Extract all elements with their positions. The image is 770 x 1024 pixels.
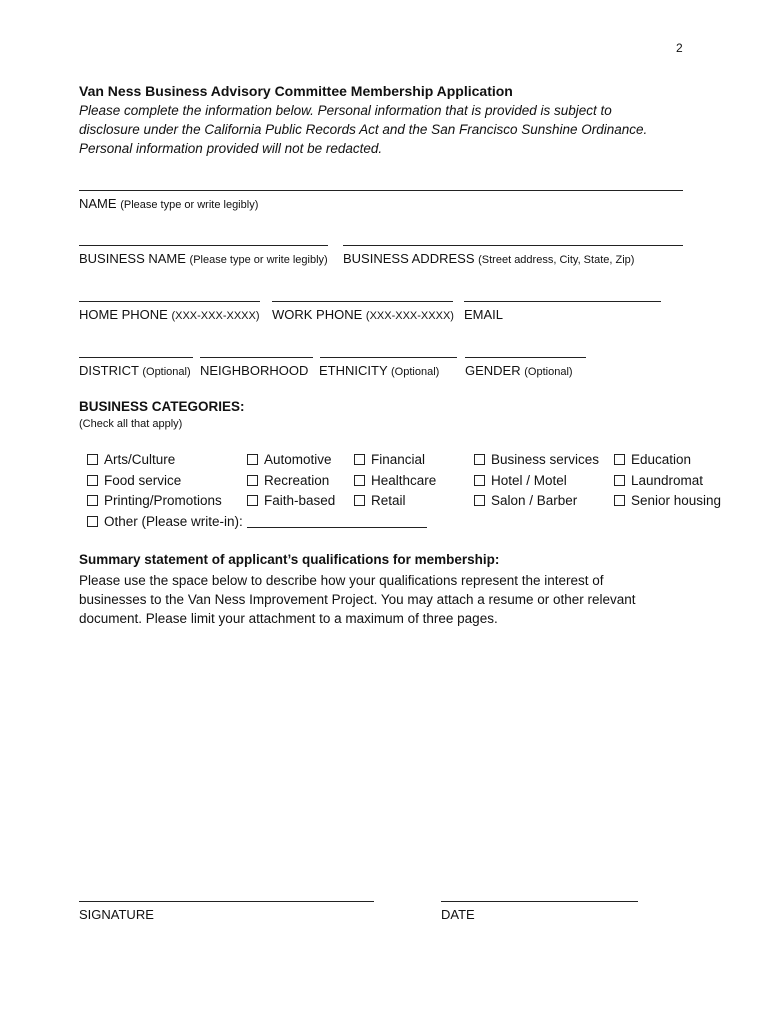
intro-line: Please complete the information below. Personal information that is provided is subject to [79,103,612,118]
checkbox-box[interactable] [87,475,98,486]
checkbox-salon-barber[interactable]: Salon / Barber [474,493,577,508]
business-address-field[interactable] [343,245,683,246]
checkbox-box[interactable] [87,516,98,527]
page-number: 2 [676,41,683,55]
summary-line: document. Please limit your attachment to a maximum of three pages. [79,611,498,626]
categories-title: BUSINESS CATEGORIES: [79,399,245,414]
email-field[interactable] [464,301,661,302]
name-label: NAME (Please type or write legibly) [79,196,259,211]
checkbox-box[interactable] [614,495,625,506]
checkbox-box[interactable] [354,475,365,486]
home-phone-field[interactable] [79,301,260,302]
checkbox-healthcare[interactable]: Healthcare [354,473,436,488]
intro-text [79,101,689,158]
neighborhood-field[interactable] [200,357,313,358]
checkbox-box[interactable] [247,454,258,465]
checkbox-box[interactable] [474,495,485,506]
district-label: DISTRICT (Optional) [79,363,191,378]
checkbox-printing-promotions[interactable]: Printing/Promotions [87,493,222,508]
other-write-in-field[interactable] [247,515,427,528]
email-label: EMAIL [464,307,504,322]
checkbox-box[interactable] [354,495,365,506]
checkbox-box[interactable] [614,475,625,486]
form-title: Van Ness Business Advisory Committee Membership Application [79,83,513,99]
name-field[interactable] [79,190,683,191]
checkbox-hotel-motel[interactable]: Hotel / Motel [474,473,567,488]
date-label: DATE [441,907,475,922]
checkbox-box[interactable] [474,475,485,486]
neighborhood-label: NEIGHBORHOOD [200,363,309,378]
checkbox-automotive[interactable]: Automotive [247,452,332,467]
ethnicity-label: ETHNICITY (Optional) [319,363,440,378]
gender-field[interactable] [465,357,586,358]
checkbox-box[interactable] [247,475,258,486]
intro-line: disclosure under the California Public Records Act and the San Francisco Sunshine Ordinance. [79,122,648,137]
checkbox-recreation[interactable]: Recreation [247,473,329,488]
signature-field[interactable] [79,901,374,902]
checkbox-box[interactable] [87,454,98,465]
checkbox-senior-housing[interactable]: Senior housing [614,493,721,508]
business-name-field[interactable] [79,245,328,246]
checkbox-faith-based[interactable]: Faith-based [247,493,335,508]
checkbox-box[interactable] [474,454,485,465]
ethnicity-field[interactable] [320,357,457,358]
checkbox-box[interactable] [614,454,625,465]
business-name-label: BUSINESS NAME (Please type or write legibly) [79,251,328,266]
summary-text-area[interactable] [79,640,689,880]
gender-label: GENDER (Optional) [465,363,573,378]
district-field[interactable] [79,357,193,358]
checkbox-business-services[interactable]: Business services [474,452,599,467]
summary-title: Summary statement of applicant’s qualifications for membership: [79,552,500,567]
summary-line: Please use the space below to describe how your qualifications represent the interest of [79,573,604,588]
checkbox-retail[interactable]: Retail [354,493,406,508]
date-field[interactable] [441,901,638,902]
checkbox-box[interactable] [247,495,258,506]
categories-note: (Check all that apply) [79,418,183,430]
summary-instructions [79,571,699,628]
signature-label: SIGNATURE [79,907,154,922]
intro-line: Personal information provided will not be redacted. [79,141,383,156]
checkbox-food-service[interactable]: Food service [87,473,181,488]
checkbox-box[interactable] [87,495,98,506]
work-phone-label: WORK PHONE (XXX-XXX-XXXX) [272,307,454,322]
checkbox-arts-culture[interactable]: Arts/Culture [87,452,175,467]
checkbox-financial[interactable]: Financial [354,452,425,467]
work-phone-field[interactable] [272,301,453,302]
business-address-label: BUSINESS ADDRESS (Street address, City, State, Zip) [343,251,635,266]
checkbox-other[interactable]: Other (Please write-in): [87,514,427,529]
checkbox-box[interactable] [354,454,365,465]
home-phone-label: HOME PHONE (XXX-XXX-XXXX) [79,307,260,322]
checkbox-education[interactable]: Education [614,452,691,467]
summary-line: businesses to the Van Ness Improvement Project. You may attach a resume or other relevant [79,592,636,607]
checkbox-laundromat[interactable]: Laundromat [614,473,703,488]
